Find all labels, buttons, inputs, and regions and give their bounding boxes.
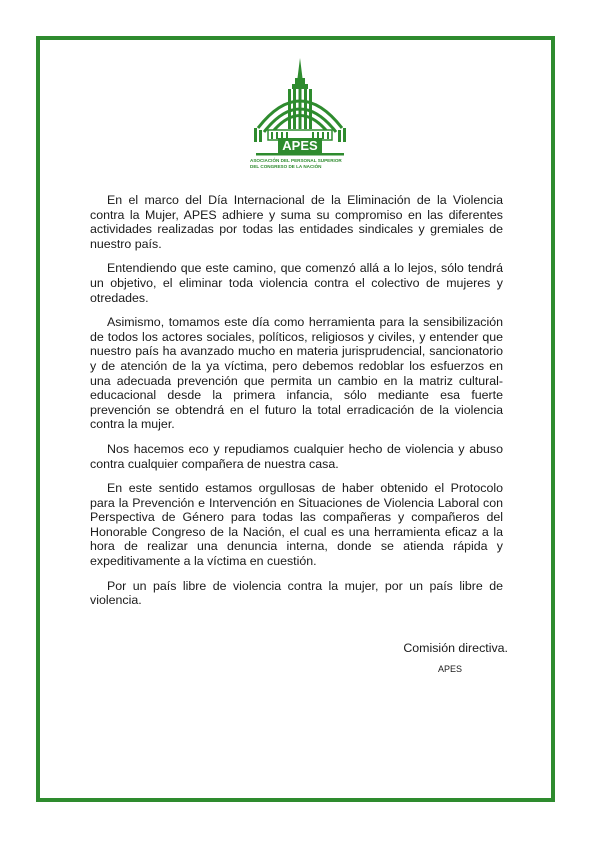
- paragraph: Asimismo, tomamos este día como herramienta para la sensibilización de todos los actores sociales, políticos, religiosos y civiles, y entender que nuestro país ha avanzado mucho en materia jurisprudencial, sancionatorio y de atención de la ya víctima, pero debemos redoblar los esfuerzos en una adecuada prevención que permita un cambio en la matriz cultural-educacional desde la primera infancia, sólo mediante esa fuerte prevención se obtendrá en el futuro la total erradicación de la violencia contra la mujer.: [90, 315, 503, 432]
- paragraph: En este sentido estamos orgullosas de haber obtenido el Protocolo para la Prevención e Intervención en Situaciones de Violencia Laboral con Perspectiva de Género para todas las compañeras y compañeros del Honorable Congreso de la Nación, el cual es una herramienta eficaz a la hora de realizar una denuncia interna, donde se atienda rápida y expeditivamente a la víctima en cuestión.: [90, 481, 503, 569]
- congress-building-icon: [248, 56, 352, 160]
- paragraph: Nos hacemos eco y repudiamos cualquier hecho de violencia y abuso contra cualquier compañera de nuestra casa.: [90, 441, 503, 471]
- paragraph: En el marco del Día Internacional de la Eliminación de la Violencia contra la Mujer, APES adhiere y suma su compromiso en las diferentes actividades realizadas por todas las entidades sindicales y gremiales de nuestro país.: [90, 193, 503, 251]
- signature-title: Comisión directiva.: [403, 641, 508, 655]
- paragraph: Entendiendo que este camino, que comenzó allá a lo lejos, sólo tendrá un objetivo, el eliminar toda violencia contra el colectivo de mujeres y otredades.: [90, 261, 503, 305]
- signature-org: APES: [437, 664, 462, 674]
- letter-body: [90, 193, 503, 618]
- logo-subtitle: [250, 158, 350, 170]
- logo-subtitle-line1: ASOCIACIÓN DEL PERSONAL SUPERIOR: [250, 158, 342, 163]
- logo-subtitle-line2: DEL CONGRESO DE LA NACIÓN: [250, 164, 322, 169]
- paragraph: Por un país libre de violencia contra la mujer, por un país libre de violencia.: [90, 578, 503, 608]
- logo-acronym: APES: [282, 138, 318, 153]
